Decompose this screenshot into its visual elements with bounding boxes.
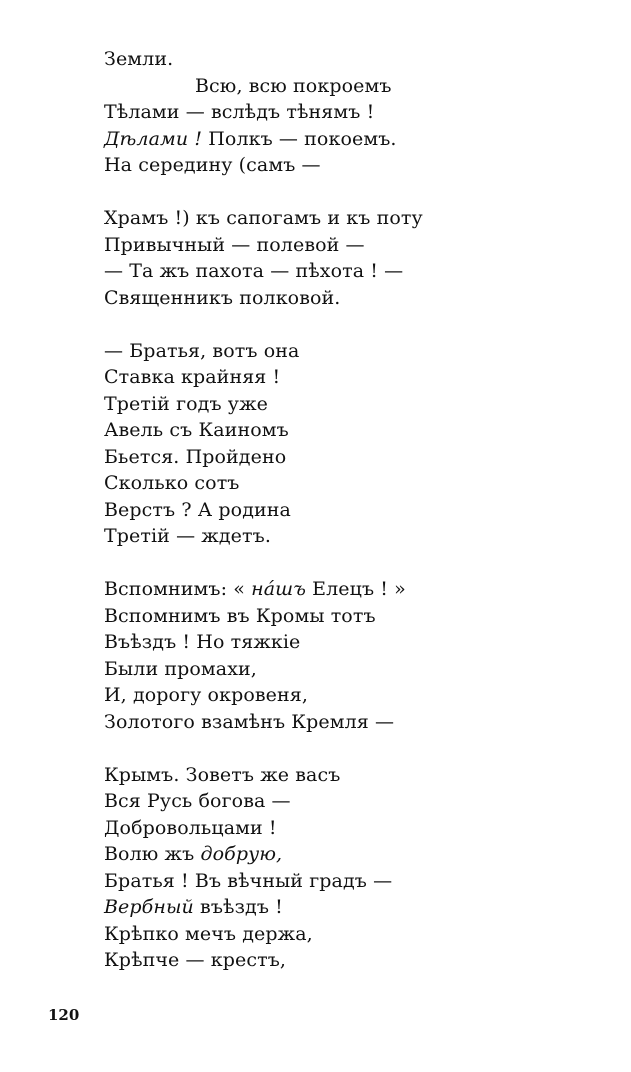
italic-word: нáшъ — [251, 578, 306, 600]
poem-line: — Та жъ пахота — пѣхота ! — — [104, 260, 404, 282]
stanza-3 — [104, 338, 604, 550]
stanza-4 — [104, 576, 604, 735]
poem-line: И, дорогу окровеня, — [104, 684, 309, 706]
poem-line: Всю, всю покроемъ — [195, 74, 392, 97]
italic-word: Вербный — [104, 896, 194, 918]
poem-line: Были промахи, — [104, 657, 257, 680]
italic-word: добрую, — [200, 843, 283, 865]
poem-line: Вспомнимъ въ Кромы тотъ — [104, 604, 376, 627]
poem-line: Вербный въѣздъ ! — [104, 896, 283, 918]
stanza-2 — [104, 205, 604, 311]
poem-line: Золотого взамѣнъ Кремля — — [104, 710, 395, 733]
poem-line: Вспомнимъ: « нáшъ Елецъ ! » — [104, 578, 406, 600]
poem-line: Братья ! Въ вѣчный градъ — — [104, 869, 393, 892]
poem-text — [104, 46, 604, 1000]
poem-line: Крѣпче — крестъ, — [104, 949, 287, 971]
poem-line: Храмъ !) къ сапогамъ и къ поту — [104, 207, 423, 229]
poem-line: Дѣлами ! Полкъ — покоемъ. — [104, 127, 397, 150]
poem-line: На середину (самъ — — [104, 154, 321, 176]
poem-line: Верстъ ? А родина — [104, 498, 291, 521]
poem-line: Ставка крайняя ! — [104, 366, 281, 388]
poem-line: Третій годъ уже — [104, 392, 268, 415]
page-number: 120 — [48, 1006, 80, 1024]
poem-line: Привычный — полевой — — [104, 233, 365, 256]
poem-line: Волю жъ добрую, — [104, 843, 283, 865]
poem-line: Тѣлами — вслѣдъ тѣнямъ ! — [104, 101, 375, 123]
italic-word: Дѣлами ! — [104, 127, 203, 150]
stanza-1 — [104, 46, 604, 179]
poem-line: Добровольцами ! — [104, 816, 277, 839]
stanza-5 — [104, 762, 604, 974]
poem-line: — Братья, вотъ она — [104, 339, 300, 362]
poem-line: Сколько сотъ — [104, 472, 240, 494]
poem-line: Третій — ждетъ. — [104, 525, 271, 547]
poem-line: Вся Русь богова — — [104, 790, 291, 812]
poem-line: Крѣпко мечъ держа, — [104, 922, 313, 945]
poem-line: Священникъ полковой. — [104, 286, 341, 309]
poem-line: Земли. — [104, 48, 174, 70]
poem-line: Бьется. Пройдено — [104, 445, 287, 468]
poem-line: Крымъ. Зоветъ же васъ — [104, 763, 341, 786]
poem-line: Въѣздъ ! Но тяжкіе — [104, 631, 301, 653]
poem-line: Авель съ Каиномъ — [104, 419, 289, 441]
